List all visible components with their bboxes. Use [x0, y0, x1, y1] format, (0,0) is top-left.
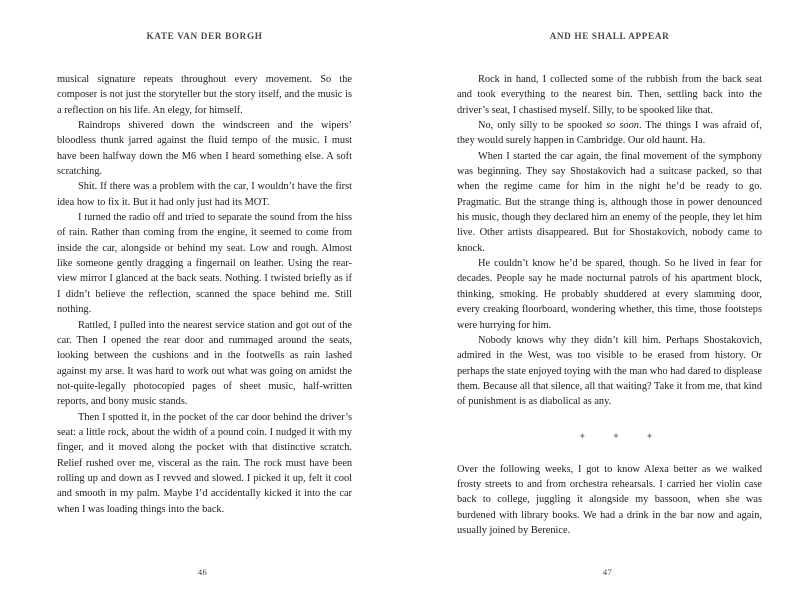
- paragraph-with-italic: No, only silly to be spooked so soon. The things I was afraid of, they would surely happen in Cambridge. Our old haunt. Ha.: [457, 120, 762, 147]
- page-number-left: 46: [197, 567, 208, 577]
- page-right: [405, 0, 810, 608]
- section-break-ornament: [457, 429, 762, 443]
- paragraph: musical signature repeats throughout every movement. So the composer is not just the storyteller but the story itself, and the music is a reflection on his life. An elegy, for himself.: [57, 74, 352, 116]
- paragraph: Then I spotted it, in the pocket of the car door behind the driver’s seat: a little rock, about the width of a pound coin. I nudged it with my finger, and it moved along the pocket with that distinctive scratch. Relief rushed over me, visceral as the rain. The rock must have been rolling up and down as I revved and slowed. I picked it up, felt it cool and smooth in my palm. Maybe I’d accidentally kicked it into the car when I was loading things into the back.: [57, 411, 352, 515]
- paragraph: Over the following weeks, I got to know Alexa better as we walked frosty streets to and from orchestra rehearsals. I carried her violin case back to college, juggling it alongside my bassoon, when she was burdened with library books. We had a drink in the bar now and again, usually joined by Berenice.: [457, 463, 762, 536]
- running-head-title: AND HE SHALL APPEAR: [549, 31, 670, 41]
- body-text-right: [457, 72, 762, 538]
- paragraph: Rock in hand, I collected some of the rubbish from the back seat and took everything to the nearest bin. Then, settling back into the driver’s seat, I chastised myself. Silly, to be spooked like that.: [457, 74, 762, 116]
- ornament-star-icon: ✦: [612, 430, 633, 441]
- running-head-author: KATE VAN DER BORGH: [146, 31, 263, 41]
- paragraph: Rattled, I pulled into the nearest service station and got out of the car. Then I opened the rear door and rummaged around the seats, looking between the cushions and in the footwells as rain lashed against my arse. It was hard to work out what was going on amidst the not-quite-legally photocopied pages of sheet music, half-written reports, and bony music stands.: [57, 319, 352, 408]
- paragraph: Shit. If there was a problem with the car, I wouldn’t have the first idea how to fix it. But it had only just had its MOT.: [57, 181, 352, 208]
- italic-phrase: so soon: [606, 120, 639, 132]
- ornament-star-icon: ✦: [645, 430, 667, 441]
- paragraph: Nobody knows why they didn’t kill him. Perhaps Shostakovich, admired in the West, was too visible to be erased from history. Or perhaps the state enjoyed toying with the man who had dared to displease them. Because all that silence, all that waiting? Take it from me, that kind of punishment is as diabolical as any.: [457, 334, 762, 408]
- paragraph: Raindrops shivered down the windscreen and the wipers’ bloodless thunk jarred against the fluid tempo of the music. I must have been halfway down the M6 when I heard something else. A soft scratching.: [57, 120, 352, 178]
- body-text-left: [57, 72, 352, 517]
- paragraph: When I started the car again, the final movement of the symphony was beginning. They say Shostakovich had a suitcase packed, so that when the regime came for him in the night he’d be ready to go. Pragmatic. But the strange thing is, although those in power denounced his music, though they declared him an enemy of the people, they let him live. Other artists disappeared. But for Shostakovich, nobody came to knock.: [457, 150, 762, 254]
- page-number-right: 47: [602, 567, 613, 577]
- paragraph: He couldn’t know he’d be spared, though. So he lived in fear for decades. People say he made nocturnal patrols of his apartment block, thinking, smoking. He probably shuddered at every slamming door, every creaking floorboard, wondering whether, this time, those footsteps were hurrying for him.: [457, 258, 762, 331]
- paragraph: I turned the radio off and tried to separate the sound from the hiss of rain. Rather than coming from the engine, it seemed to come from inside the car, alongside or behind my seat. Low and rough. Almost like someone gently dragging a fingernail on leather. Using the rear-view mirror I glanced at the back seats. Nothing. I twisted briefly as if I didn’t believe the reflection, scanned the space behind me. Still nothing.: [57, 212, 352, 316]
- ornament-star-icon: ✦: [578, 430, 600, 441]
